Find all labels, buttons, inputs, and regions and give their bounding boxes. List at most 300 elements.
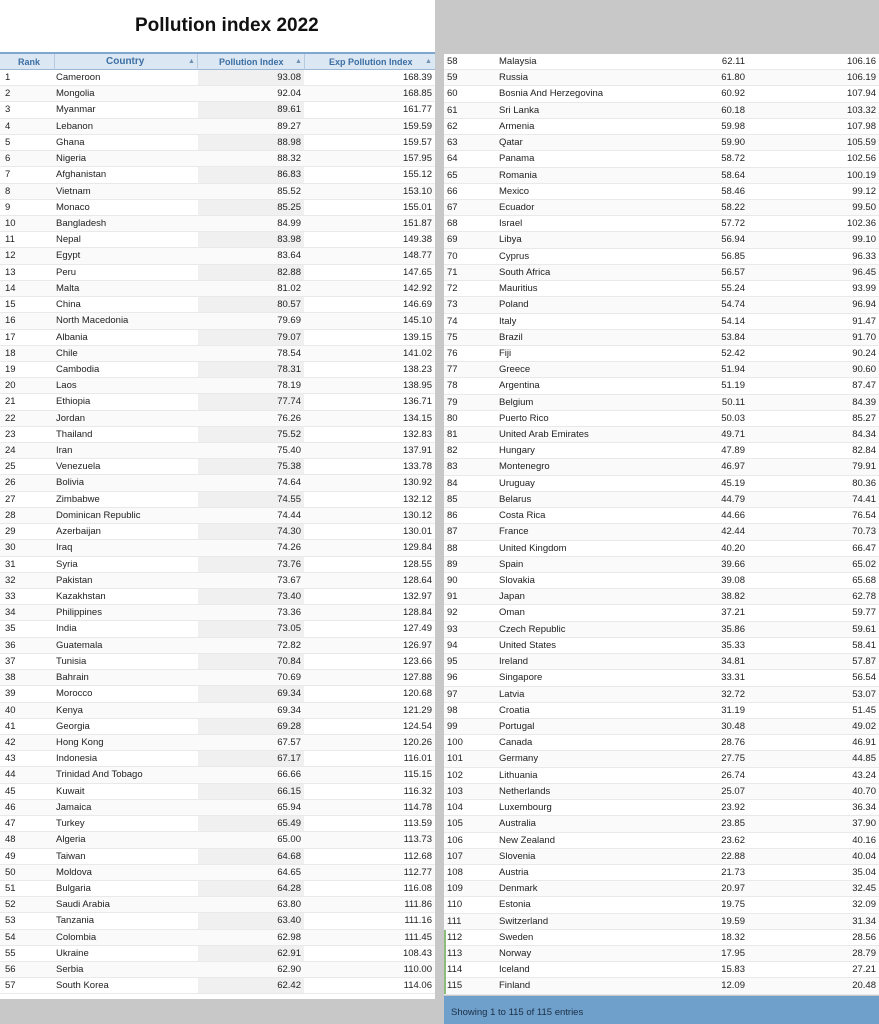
cell-rank: 18 [5,347,16,359]
cell-country: Belarus [499,493,532,505]
cell-exp-pollution-index: 28.56 [852,931,876,943]
cell-rank: 10 [5,217,16,229]
table-row [444,459,879,475]
table-row [444,719,879,735]
cell-rank: 26 [5,477,16,489]
table-row [444,946,879,962]
cell-country: Libya [499,234,522,246]
cell-exp-pollution-index: 111.45 [404,931,432,943]
table-row [0,200,435,216]
cell-exp-pollution-index: 147.65 [402,266,432,278]
cell-rank: 21 [5,396,16,408]
cell-exp-pollution-index: 90.24 [852,347,876,359]
cell-country: Philippines [56,607,102,619]
table-row [0,946,435,962]
table-row [0,751,435,767]
cell-rank: 51 [5,882,16,894]
cell-rank: 77 [447,364,458,376]
cell-pollution-index: 42.44 [721,526,745,538]
cell-pollution-index: 66.66 [277,769,301,781]
cell-country: Mongolia [56,88,95,100]
cell-rank: 76 [447,347,458,359]
table-row [444,930,879,946]
cell-country: Estonia [499,899,531,911]
table-row [0,475,435,491]
table-row [444,800,879,816]
cell-rank: 101 [447,753,463,765]
cell-rank: 48 [5,834,16,846]
cell-country: Portugal [499,720,535,732]
cell-rank: 64 [447,153,458,165]
cell-exp-pollution-index: 112.77 [403,866,432,878]
table-row [444,103,879,119]
table-row [0,816,435,832]
cell-exp-pollution-index: 40.70 [852,785,876,797]
cell-pollution-index: 45.19 [721,477,745,489]
cell-exp-pollution-index: 132.12 [402,493,432,505]
cell-country: Kazakhstan [56,591,106,602]
cell-rank: 88 [447,542,458,554]
table-row [0,881,435,897]
cell-pollution-index: 55.24 [721,283,745,295]
cell-rank: 58 [447,56,458,67]
table-row [444,411,879,427]
cell-country: Afghanistan [56,169,107,181]
cell-country: Laos [56,380,77,392]
cell-country: Mexico [499,185,530,197]
cell-rank: 107 [447,850,463,862]
table-row [444,768,879,784]
cell-pollution-index: 44.79 [721,493,745,505]
cell-exp-pollution-index: 111.86 [404,899,432,911]
cell-rank: 100 [447,737,463,749]
table-row [0,897,435,913]
cell-rank: 50 [5,866,16,878]
cell-pollution-index: 47.89 [721,445,745,457]
cell-rank: 108 [447,866,463,878]
cell-rank: 69 [447,234,458,246]
cell-exp-pollution-index: 32.45 [852,883,876,895]
cell-country: Croatia [499,704,530,716]
sort-arrow-icon[interactable]: ▲ [188,58,195,65]
cell-rank: 59 [447,72,458,84]
cell-pollution-index: 72.82 [277,639,301,651]
cell-exp-pollution-index: 168.85 [402,88,432,100]
cell-country: Egypt [56,250,81,262]
cell-rank: 93 [447,623,458,635]
column-header-rank[interactable]: Rank [18,57,41,67]
cell-exp-pollution-index: 114.06 [403,980,432,992]
cell-rank: 95 [447,656,458,668]
cell-country: Cameroon [56,72,101,83]
entries-info: Showing 1 to 115 of 115 entries [451,1007,584,1018]
table-row [0,508,435,524]
cell-pollution-index: 69.34 [277,704,301,716]
cell-country: United Arab Emirates [499,429,589,441]
cell-exp-pollution-index: 59.77 [852,607,876,619]
cell-country: Lebanon [56,120,93,132]
cell-exp-pollution-index: 112.68 [403,850,432,862]
cell-country: Zimbabwe [56,493,100,505]
table-row [0,119,435,135]
cell-exp-pollution-index: 31.34 [852,915,876,927]
cell-pollution-index: 77.74 [277,396,301,408]
table-row [0,832,435,848]
cell-country: Kuwait [56,785,85,797]
cell-exp-pollution-index: 124.54 [402,720,432,732]
cell-exp-pollution-index: 59.61 [852,623,876,635]
cell-country: Brazil [499,331,523,343]
cell-pollution-index: 62.11 [721,56,745,67]
table-footer [444,996,879,1024]
table-row [444,249,879,265]
cell-rank: 80 [447,412,458,424]
cell-pollution-index: 40.20 [721,542,745,554]
column-header-pollution-index[interactable]: Pollution Index [219,57,284,67]
cell-country: Chile [56,347,78,359]
cell-country: Venezuela [56,461,101,473]
table-row [444,654,879,670]
cell-country: Jamaica [56,801,92,813]
cell-country: New Zealand [499,834,555,846]
cell-pollution-index: 64.28 [277,882,301,894]
cell-pollution-index: 83.98 [277,234,301,246]
table-row [0,70,435,86]
table-row [444,362,879,378]
table-row [444,735,879,751]
cell-country: Kenya [56,704,83,716]
column-divider [197,54,198,70]
cell-exp-pollution-index: 96.45 [852,266,876,278]
cell-exp-pollution-index: 44.85 [852,753,876,765]
cell-rank: 60 [447,88,458,100]
table-row [444,914,879,930]
cell-country: Denmark [499,883,538,895]
cell-country: Sweden [499,931,534,943]
cell-pollution-index: 62.90 [277,964,301,976]
cell-country: Latvia [499,688,525,700]
cell-rank: 114 [447,964,463,976]
cell-exp-pollution-index: 142.92 [402,282,432,294]
sort-arrow-icon[interactable]: ▲ [425,58,432,65]
cell-rank: 78 [447,380,458,392]
cell-country: Bulgaria [56,882,91,894]
cell-rank: 106 [447,834,463,846]
cell-rank: 52 [5,899,16,911]
cell-exp-pollution-index: 99.12 [852,185,876,197]
cell-country: Bosnia And Herzegovina [499,88,604,100]
cell-exp-pollution-index: 107.98 [846,120,876,132]
cell-pollution-index: 70.84 [277,655,301,667]
table-row [444,978,879,994]
table-row [444,330,879,346]
cell-rank: 75 [447,331,458,343]
table-row [444,200,879,216]
table-row [444,687,879,703]
cell-country: Lithuania [499,769,538,781]
table-row [0,865,435,881]
cell-pollution-index: 22.88 [721,850,745,862]
cell-exp-pollution-index: 32.09 [852,899,876,911]
cell-exp-pollution-index: 100.19 [846,169,876,181]
cell-rank: 20 [5,380,16,392]
scroll-indicator [444,930,446,994]
cell-rank: 63 [447,137,458,149]
cell-pollution-index: 78.54 [277,347,301,359]
cell-rank: 82 [447,445,458,457]
table-row [0,443,435,459]
cell-country: Georgia [56,720,90,732]
table-row [444,86,879,102]
cell-pollution-index: 49.71 [721,429,745,441]
cell-country: Switzerland [499,915,549,927]
table-row [444,443,879,459]
cell-country: Panama [499,153,535,165]
cell-pollution-index: 60.92 [721,88,745,100]
cell-exp-pollution-index: 115.15 [403,769,432,781]
cell-rank: 98 [447,704,458,716]
cell-pollution-index: 58.72 [721,153,745,165]
cell-exp-pollution-index: 123.66 [402,655,432,667]
cell-country: Cambodia [56,363,100,375]
cell-country: India [56,623,77,635]
table-row [0,362,435,378]
table-row [444,378,879,394]
cell-exp-pollution-index: 87.47 [852,380,876,392]
table-row [444,265,879,281]
cell-rank: 25 [5,461,16,473]
cell-country: Norway [499,948,532,960]
table-row [444,281,879,297]
cell-pollution-index: 58.46 [721,185,745,197]
cell-exp-pollution-index: 116.08 [403,882,432,894]
cell-country: Italy [499,315,517,327]
cell-rank: 34 [5,607,16,619]
table-row [0,605,435,621]
cell-exp-pollution-index: 155.01 [402,201,432,213]
cell-country: Spain [499,558,524,570]
cell-rank: 38 [5,672,16,684]
column-divider [54,54,55,70]
cell-exp-pollution-index: 76.54 [852,510,876,522]
cell-rank: 65 [447,169,458,181]
cell-exp-pollution-index: 168.39 [402,72,432,83]
cell-pollution-index: 23.85 [721,818,745,830]
table-row [444,297,879,313]
cell-exp-pollution-index: 36.34 [852,802,876,814]
cell-rank: 33 [5,591,16,602]
cell-country: Ghana [56,136,85,148]
cell-exp-pollution-index: 28.79 [852,948,876,960]
cell-country: Trinidad And Tobago [56,769,143,781]
cell-country: Ukraine [56,947,89,959]
table-row [444,784,879,800]
cell-country: France [499,526,529,538]
cell-pollution-index: 27.75 [721,753,745,765]
cell-pollution-index: 85.52 [277,185,301,197]
cell-pollution-index: 50.11 [721,396,745,408]
cell-pollution-index: 63.40 [277,915,301,927]
cell-pollution-index: 62.91 [277,947,301,959]
cell-country: Morocco [56,688,93,700]
column-header-country[interactable]: Country [106,56,145,67]
cell-exp-pollution-index: 132.97 [402,591,432,602]
cell-pollution-index: 59.90 [721,137,745,149]
cell-exp-pollution-index: 84.34 [852,429,876,441]
cell-rank: 6 [5,153,11,165]
cell-pollution-index: 39.08 [721,575,745,586]
table-row [444,557,879,573]
table-body-right [444,54,879,995]
cell-country: Monaco [56,201,90,213]
cell-exp-pollution-index: 116.32 [403,785,432,797]
table-row [444,54,879,70]
cell-exp-pollution-index: 103.32 [846,104,876,116]
cell-pollution-index: 74.55 [277,493,301,505]
cell-rank: 35 [5,623,16,635]
table-row [0,265,435,281]
cell-rank: 46 [5,801,16,813]
cell-pollution-index: 78.31 [277,363,301,375]
cell-exp-pollution-index: 128.84 [402,607,432,619]
cell-rank: 27 [5,493,16,505]
cell-rank: 32 [5,574,16,586]
cell-exp-pollution-index: 65.68 [852,575,876,586]
cell-pollution-index: 70.69 [277,672,301,684]
table-row [0,686,435,702]
table-row [0,281,435,297]
cell-pollution-index: 51.94 [721,364,745,376]
cell-rank: 87 [447,526,458,538]
cell-country: Nepal [56,234,81,246]
table-row [0,767,435,783]
cell-pollution-index: 34.81 [721,656,745,668]
cell-exp-pollution-index: 96.33 [852,250,876,262]
cell-pollution-index: 35.33 [721,639,745,651]
cell-pollution-index: 80.57 [277,299,301,311]
cell-exp-pollution-index: 127.88 [402,672,432,684]
cell-country: Fiji [499,347,512,359]
table-row [0,313,435,329]
sort-arrow-icon[interactable]: ▲ [295,58,302,65]
cell-exp-pollution-index: 113.59 [403,818,432,830]
cell-country: Turkey [56,818,85,830]
table-row [444,168,879,184]
table-row [0,232,435,248]
cell-country: Argentina [499,380,540,392]
table-header [0,52,435,70]
table-row [444,703,879,719]
cell-pollution-index: 65.49 [277,818,301,830]
table-row [0,330,435,346]
cell-country: Bangladesh [56,217,107,229]
cell-country: Hong Kong [56,736,104,748]
table-row [444,638,879,654]
table-row [0,492,435,508]
cell-pollution-index: 73.40 [277,591,301,602]
cell-country: Myanmar [56,104,96,116]
table-row [0,378,435,394]
cell-pollution-index: 85.25 [277,201,301,213]
table-row [444,427,879,443]
cell-country: Indonesia [56,753,98,765]
table-row [0,297,435,313]
cell-rank: 61 [447,104,458,116]
cell-rank: 9 [5,201,11,213]
cell-country: Algeria [56,834,86,846]
cell-rank: 94 [447,639,458,651]
cell-pollution-index: 78.19 [277,380,301,392]
cell-country: Australia [499,818,536,830]
cell-rank: 7 [5,169,11,181]
cell-country: Israel [499,218,523,230]
cell-exp-pollution-index: 40.04 [852,850,876,862]
cell-pollution-index: 88.32 [277,153,301,165]
cell-pollution-index: 25.07 [721,785,745,797]
table-row [444,151,879,167]
cell-country: Colombia [56,931,97,943]
cell-exp-pollution-index: 159.57 [402,136,432,148]
table-row [0,524,435,540]
cell-country: Moldova [56,866,92,878]
cell-exp-pollution-index: 155.12 [402,169,432,181]
cell-rank: 55 [5,947,16,959]
cell-country: Netherlands [499,785,551,797]
cell-exp-pollution-index: 134.15 [402,412,432,424]
cell-rank: 115 [447,980,463,992]
cell-rank: 12 [5,250,16,262]
cell-pollution-index: 31.19 [721,704,745,716]
cell-exp-pollution-index: 120.26 [402,736,432,748]
column-header-exp-pollution-index[interactable]: Exp Pollution Index [329,57,413,67]
cell-country: Oman [499,607,525,619]
cell-pollution-index: 58.64 [721,169,745,181]
cell-country: Singapore [499,672,543,684]
cell-rank: 22 [5,412,16,424]
cell-rank: 103 [447,785,463,797]
table-row [444,897,879,913]
cell-country: Peru [56,266,77,278]
cell-pollution-index: 54.14 [721,315,745,327]
table-row [0,849,435,865]
cell-pollution-index: 93.08 [277,72,301,83]
table-row [0,184,435,200]
cell-rank: 73 [447,299,458,311]
table-row [444,524,879,540]
cell-exp-pollution-index: 80.36 [852,477,876,489]
cell-rank: 2 [5,88,11,100]
cell-exp-pollution-index: 161.77 [402,104,432,116]
cell-pollution-index: 64.68 [277,850,301,862]
cell-rank: 110 [447,899,463,911]
cell-country: Iraq [56,542,73,554]
cell-country: Saudi Arabia [56,899,110,911]
cell-pollution-index: 86.83 [277,169,301,181]
cell-country: Slovakia [499,575,535,586]
cell-rank: 40 [5,704,16,716]
cell-exp-pollution-index: 146.69 [402,299,432,311]
cell-rank: 96 [447,672,458,684]
cell-pollution-index: 84.99 [277,217,301,229]
cell-pollution-index: 79.69 [277,315,301,327]
cell-exp-pollution-index: 91.70 [852,331,876,343]
cell-exp-pollution-index: 56.54 [852,672,876,684]
cell-rank: 74 [447,315,458,327]
cell-exp-pollution-index: 106.16 [846,56,876,67]
cell-exp-pollution-index: 99.50 [852,201,876,213]
cell-exp-pollution-index: 128.64 [402,574,432,586]
cell-country: Ethiopia [56,396,91,408]
